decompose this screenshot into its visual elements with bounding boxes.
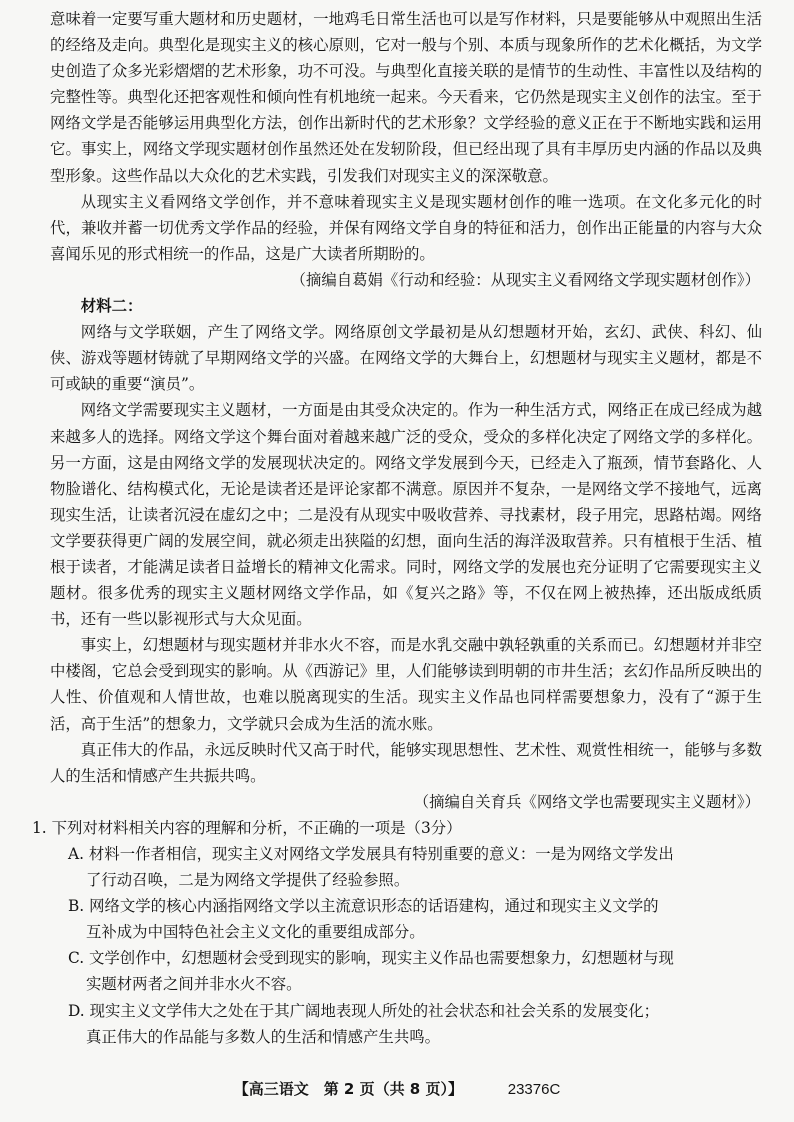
option-text-cont: 了行动召唤，二是为网络文学提供了经验参照。 (86, 871, 410, 890)
material2-source: （摘编自关育兵《网络文学也需要现实主义题材》） (413, 792, 760, 811)
material2-paragraph-3: 事实上，幻想题材与现实题材并非水火不容，而是水乳交融中孰轻孰重的关系而已。幻想题材并非空中楼阁，它总会受到现实的影响。从《西游记》里，人们能够读到明朝的市井生活；玄幻作品所反映出的人性、价值观和人情世故，也难以脱离现实的生活。现实主义作品也同样需要想象力，没有了“源于生活，高于生活”的想象力，文学就只会成为生活的流水账。 (50, 636, 762, 733)
material2-heading: 材料二： (80, 297, 143, 316)
option-text: 现实主义文学伟大之处在于其广阔地表现人所处的社会状态和社会关系的发展变化； (89, 1001, 660, 1020)
option-label: D. (68, 1001, 90, 1020)
option-label: C. (68, 949, 90, 968)
option-text-cont: 互补成为中国特色社会主义文化的重要组成部分。 (86, 923, 425, 942)
option-d (50, 998, 762, 1050)
material2-paragraph-2: 网络文学需要现实主义题材，一方面是由其受众决定的。作为一种生活方式，网络正在成已经成为越来越多人的选择。网络文学这个舞台面对着越来越广泛的受众，受众的多样化决定了网络文学的多样化。另一方面，这是由网络文学的发展现状决定的。网络文学发展到今天，已经走入了瓶颈，情节套路化、人物脸谱化、结构模式化，无论是读者还是评论家都不满意。原因并不复杂，一是网络文学不接地气，远离现实生活，让读者沉浸在虚幻之中；二是没有从现实中吸收营养、寻找素材，段子用完，思路枯竭。网络文学要获得更广阔的发展空间，就必须走出狭隘的幻想，面向生活的海洋汲取营养。只有植根于生活、植根于读者，才能满足读者日益增长的精神文化需求。同时，网络文学的发展也充分证明了它需要现实主义题材。很多优秀的现实主义题材网络文学作品，如《复兴之路》等，不仅在网上被热捧，还出版成纸质书，还有一些以影视形式与大众见面。 (50, 401, 762, 629)
option-text-cont: 实题材两者之间并非水火不容。 (86, 975, 302, 994)
option-label: A. (68, 845, 89, 863)
question-1-stem: 1. 下列对材料相关内容的理解和分析，不正确的一项是（3分） (32, 818, 462, 837)
material1-paragraph-continued: 意味着一定要写重大题材和历史题材，一地鸡毛日常生活也可以是写作材料，只是要能够从中观照出生活的经络及走向。典型化是现实主义的核心原则，它对一般与个别、本质与现象所作的艺术化概括，为文学史创造了众多光彩熠熠的艺术形象，功不可没。与典型化直接关联的是情节的生动性、丰富性以及结构的完整性等。典型化还把客观性和倾向性有机地统一起来。今天看来，它仍然是现实主义创作的法宝。至于网络文学是否能够运用典型化方法，创作出新时代的艺术形象？文学经验的意义正在于不断地实践和运用它。事实上，网络文学现实题材创作虽然还处在发轫阶段，但已经出现了具有丰厚历史内涵的作品以及典型形象。这些作品以大众化的艺术实践，引发我们对现实主义的深深敬意。 (50, 10, 762, 185)
option-text: 网络文学的核心内涵指网络文学以主流意识形态的话语建构，通过和现实主义文学的 (89, 897, 659, 916)
option-b (50, 893, 762, 945)
material2-paragraph-1: 网络与文学联姻，产生了网络文学。网络原创文学最初是从幻想题材开始，玄幻、武侠、科幻、仙侠、游戏等题材铸就了早期网络文学的兴盛。在网络文学的大舞台上，幻想题材与现实主义题材，都是不可或缺的重要“演员”。 (50, 323, 762, 394)
option-a (50, 841, 762, 893)
option-text-cont: 真正伟大的作品能与多数人的生活和情感产生共鸣。 (86, 1027, 440, 1046)
question-1-options (50, 841, 762, 1050)
page-footer (0, 1078, 794, 1099)
footer-page-label: 【高三语文 第 2 页（共 8 页）】 (233, 1080, 463, 1098)
option-c (50, 945, 762, 997)
option-label: B. (68, 897, 90, 916)
option-text: 材料一作者相信，现实主义对网络文学发展具有特别重要的意义：一是为网络文学发出 (88, 845, 674, 863)
option-text: 文学创作中，幻想题材会受到现实的影响，现实主义作品也需要想象力，幻想题材与现 (89, 949, 674, 968)
material1-source: （摘编自葛娟《行动和经验：从现实主义看网络文学现实题材创作》） (290, 270, 760, 289)
material2-paragraph-4: 真正伟大的作品，永远反映时代又高于时代，能够实现思想性、艺术性、观赏性相统一，能够与多数人的生活和情感产生共振共鸣。 (50, 740, 762, 785)
footer-exam-code: 23376C (507, 1081, 561, 1098)
material1-paragraph: 从现实主义看网络文学创作，并不意味着现实主义是现实题材创作的唯一选项。在文化多元化的时代，兼收并蓄一切优秀文学作品的经验，并保有网络文学自身的特征和活力，创作出正能量的内容与大众喜闻乐见的形式相统一的作品，这是广大读者所期盼的。 (50, 192, 762, 263)
